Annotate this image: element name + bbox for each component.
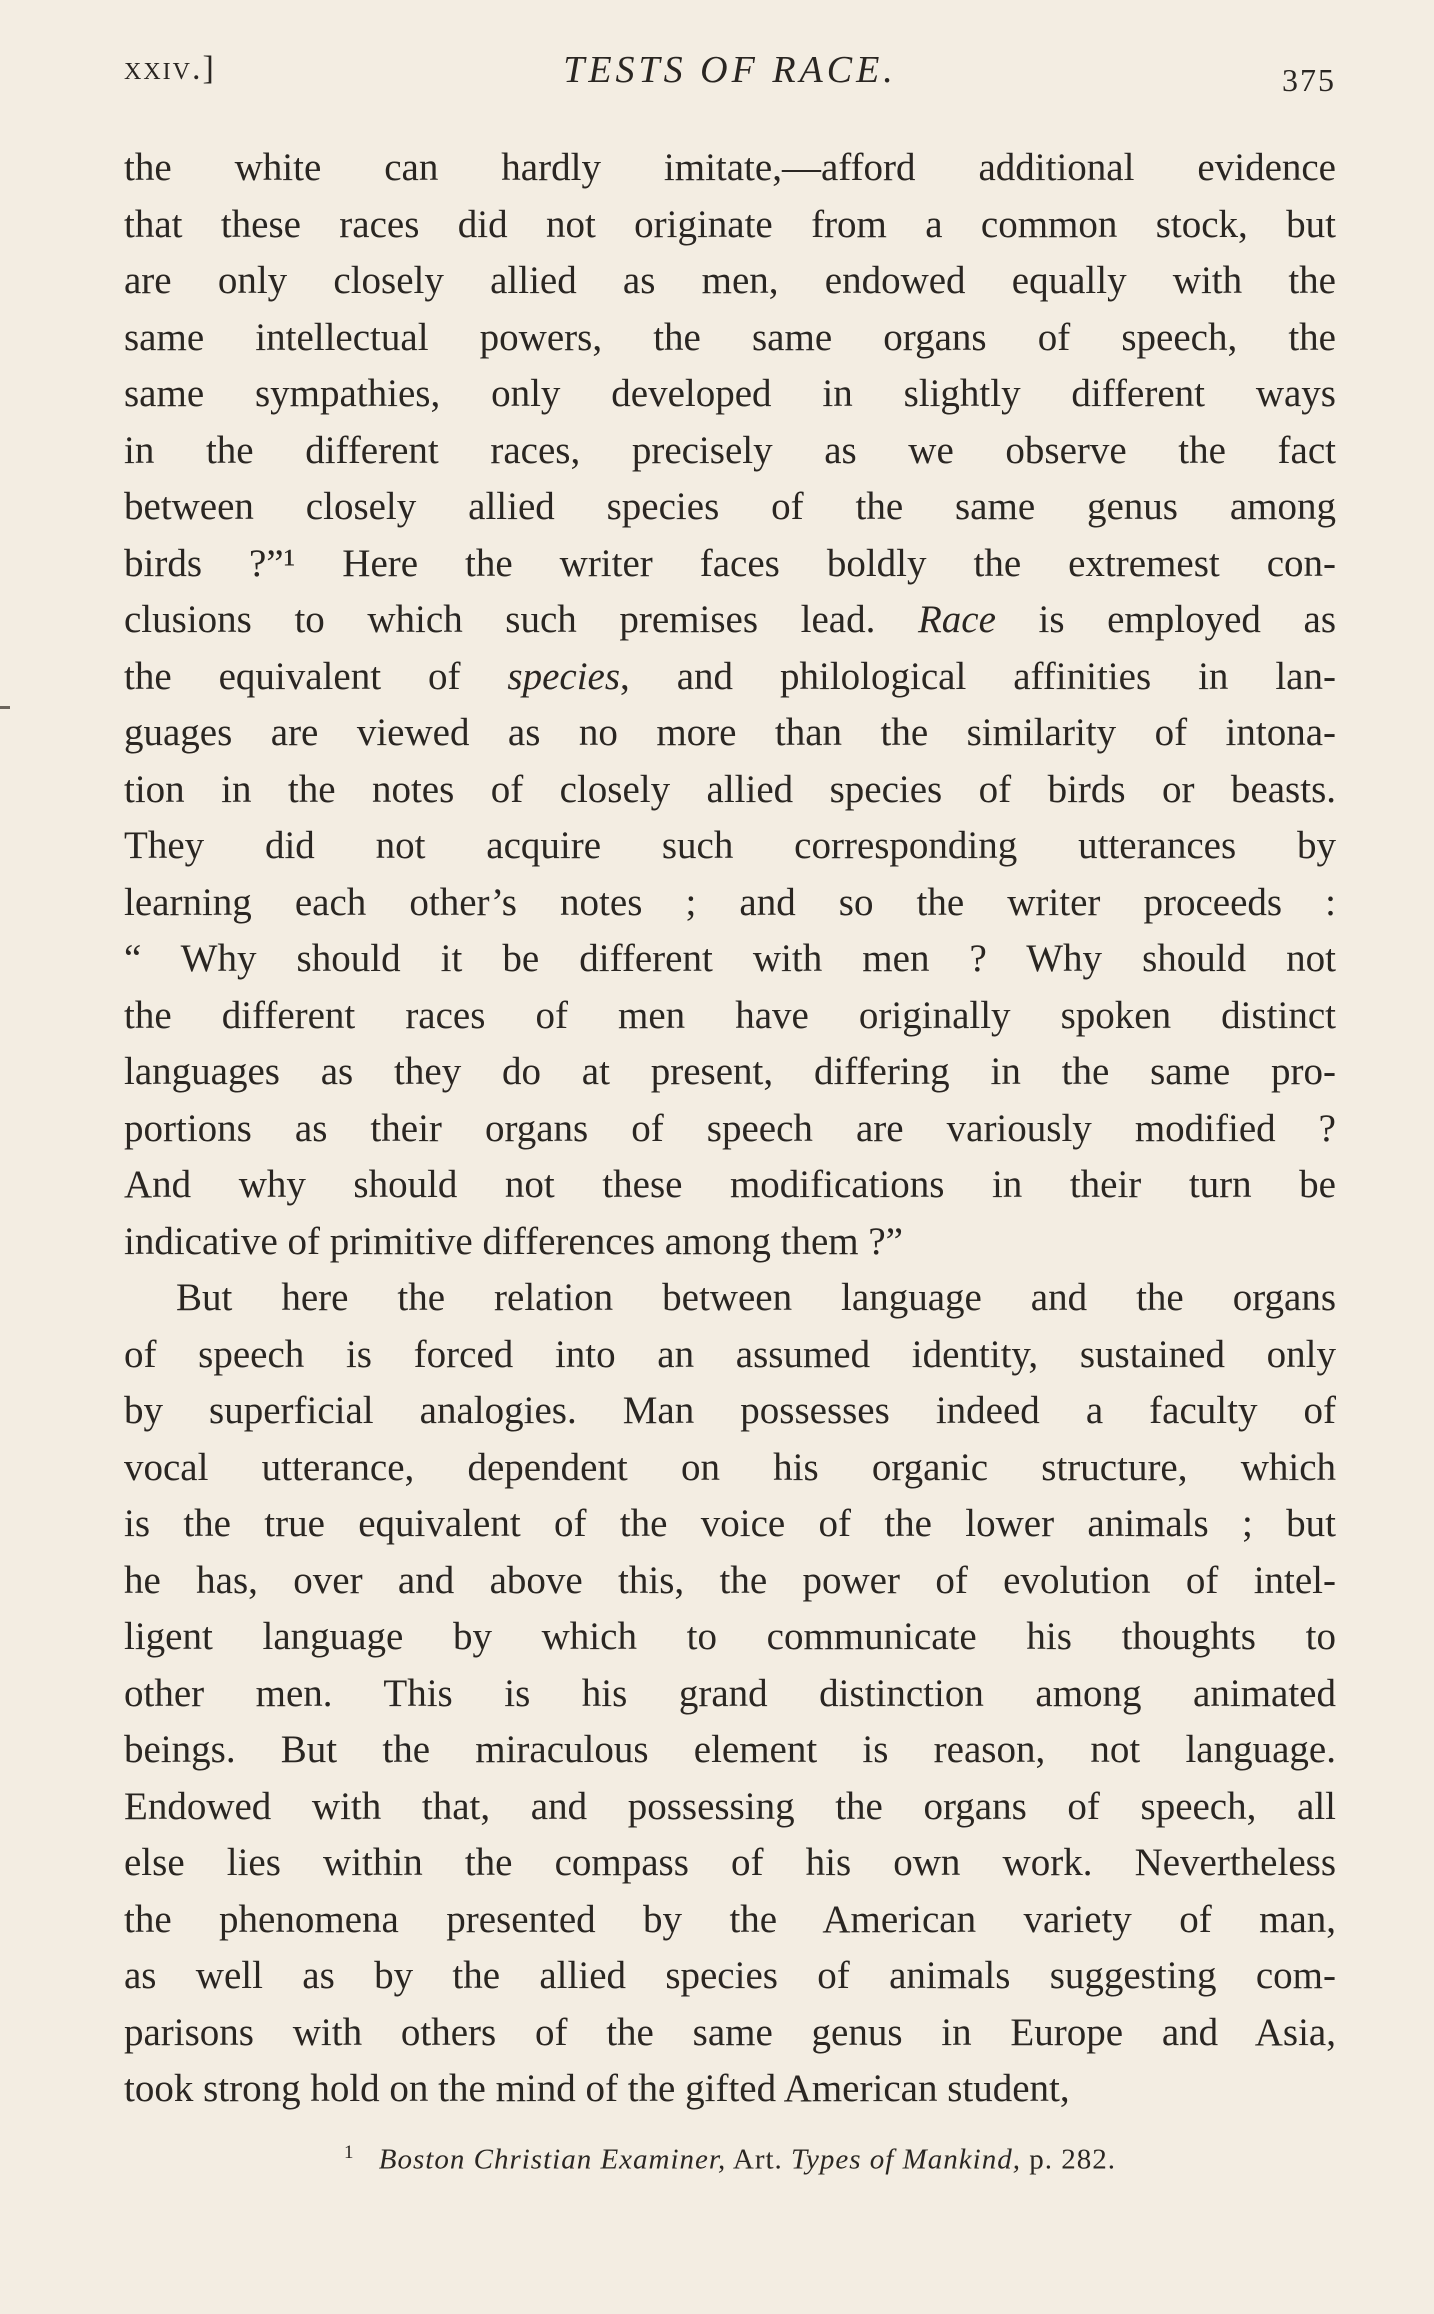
text-line: languages as they do at present, differing in the same pro-: [124, 1050, 1336, 1093]
text-line: between closely allied species of the same genus among: [124, 485, 1336, 528]
text-line: guages are viewed as no more than the similarity of intona-: [124, 711, 1336, 754]
text-line: the phenomena presented by the American variety of man,: [124, 1897, 1336, 1941]
footnote-marker: 1: [344, 2142, 355, 2163]
text-line: the white can hardly imitate,—afford additional evidence: [124, 146, 1336, 189]
page-number: 375: [1282, 62, 1336, 98]
text-line: same sympathies, only developed in slightly different ways: [124, 372, 1336, 415]
text-line: clusions to which such premises lead. Race is employed as: [124, 598, 1336, 641]
text-line: as well as by the allied species of animals suggesting com-: [124, 1954, 1336, 1997]
text-line: the different races of men have originally spoken distinct: [124, 993, 1336, 1037]
chapter-number: xxiv.]: [124, 50, 216, 87]
text-line: the equivalent of species, and philological affinities in lan-: [124, 654, 1336, 698]
text-line: else lies within the compass of his own work. Nevertheless: [124, 1841, 1336, 1884]
text-line: same intellectual powers, the same organs of speech, the: [124, 315, 1336, 359]
text-line: by superficial analogies. Man possesses indeed a faculty of: [124, 1389, 1336, 1432]
footnote-article: Types of Mankind,: [791, 2143, 1021, 2176]
text-line: other men. This is his grand distinction among animated: [124, 1671, 1336, 1715]
footnote-source: Boston Christian Examiner,: [378, 2143, 727, 2176]
text-line: he has, over and above this, the power of evolution of intel-: [124, 1558, 1336, 1602]
text-line: Endowed with that, and possessing the organs of speech, all: [124, 1784, 1336, 1828]
text-line: parisons with others of the same genus in Europe and Asia,: [124, 2010, 1336, 2054]
running-header: [124, 42, 1336, 102]
text-line: birds ?”¹ Here the writer faces boldly the extremest con-: [124, 541, 1336, 585]
text-line: And why should not these modifications in their turn be: [124, 1163, 1336, 1206]
footnote-art-label: Art.: [732, 2143, 783, 2176]
text-line: beings. But the miraculous element is reason, not language.: [124, 1728, 1336, 1771]
text-line: tion in the notes of closely allied species of birds or beasts.: [124, 767, 1336, 811]
text-line: took strong hold on the mind of the gifted American student,: [124, 2067, 1070, 2110]
text-line: that these races did not originate from a common stock, but: [124, 202, 1336, 246]
text-line: But here the relation between language and the organs: [176, 1276, 1336, 1319]
text-line: indicative of primitive differences among them ?”: [124, 1219, 903, 1263]
text-line: portions as their organs of speech are variously modified ?: [124, 1106, 1336, 1150]
margin-mark: [0, 706, 10, 709]
text-line: are only closely allied as men, endowed equally with the: [124, 259, 1336, 302]
footnote-page-ref: p. 282.: [1029, 2143, 1116, 2176]
text-line: learning each other’s notes ; and so the writer proceeds :: [124, 880, 1336, 924]
text-line: ligent language by which to communicate his thoughts to: [124, 1615, 1336, 1658]
text-line: is the true equivalent of the voice of the lower animals ; but: [124, 1502, 1336, 1545]
text-line: vocal utterance, dependent on his organic structure, which: [124, 1445, 1336, 1489]
text-line: of speech is forced into an assumed identity, sustained only: [124, 1332, 1336, 1376]
text-line: “ Why should it be different with men ? Why should not: [124, 937, 1336, 980]
body-text: [124, 140, 1336, 2118]
running-title: TESTS OF RACE.: [563, 49, 897, 91]
paragraph: [124, 140, 1336, 1270]
text-line: They did not acquire such corresponding utterances by: [124, 824, 1336, 867]
text-line: in the different races, precisely as we observe the fact: [124, 428, 1336, 472]
footnote: [124, 2142, 1336, 2177]
paragraph: [124, 1270, 1336, 2118]
